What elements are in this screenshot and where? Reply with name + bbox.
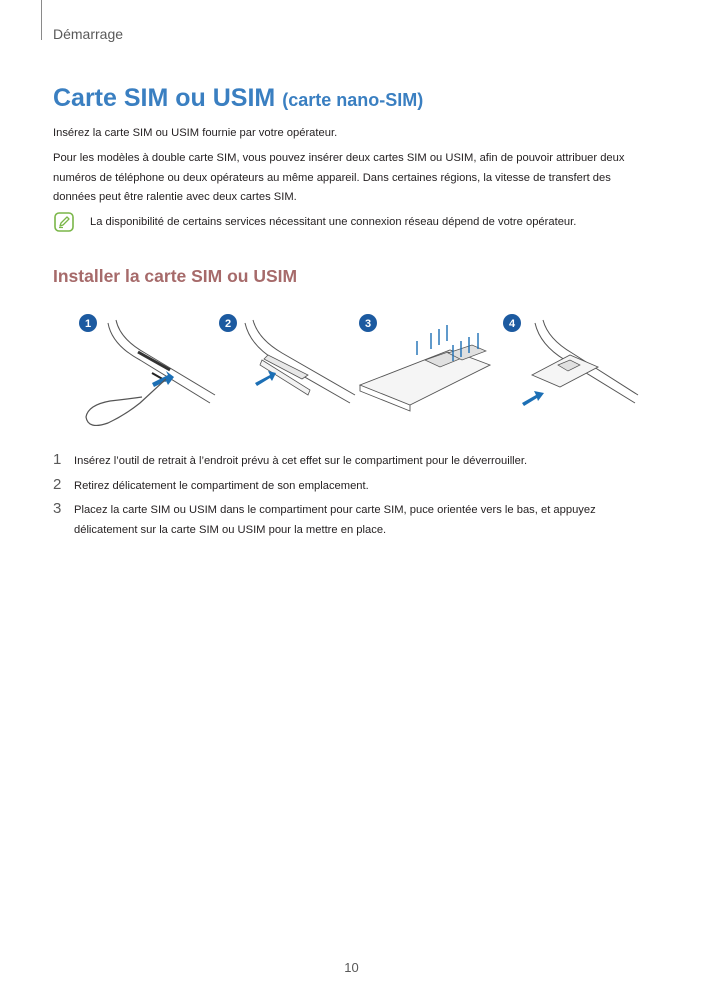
step-number: 3 — [53, 500, 62, 517]
page-number: 10 — [344, 960, 359, 975]
step-item — [53, 477, 653, 497]
step-badge-3 — [359, 314, 377, 332]
dual-sim-paragraph: Pour les modèles à double carte SIM, vous pouvez insérer deux cartes SIM ou USIM, afin de pouvoir attribuer deux numéros de téléphone ou deux opérateurs au même appareil. Dans certaines régions, la vitesse de transfert des données peut être ralentie avec deux cartes SIM. — [53, 152, 625, 203]
sim-installation-illustration — [70, 305, 640, 435]
section-heading: Installer la carte SIM ou USIM — [53, 266, 298, 286]
note-text: La disponibilité de certains services nécessitant une connexion réseau dépend de votre opérateur. — [90, 216, 577, 228]
step1-illustration — [86, 320, 215, 425]
step-text: Retirez délicatement le compartiment de son emplacement. — [74, 479, 369, 492]
badge-2-label: 2 — [224, 318, 232, 330]
step-badge-4 — [503, 314, 521, 332]
step-item — [53, 452, 653, 472]
note-pencil-icon — [54, 212, 74, 232]
section-label: Démarrage — [53, 26, 124, 42]
header-rule — [41, 0, 42, 40]
step-number: 1 — [53, 451, 62, 468]
title-sub: (carte nano-SIM) — [282, 90, 424, 110]
step-text: Insérez l’outil de retrait à l’endroit prévu à cet effet sur le compartiment pour le déverrouiller. — [74, 455, 528, 467]
step2-illustration — [245, 320, 355, 403]
step-badge-1 — [79, 314, 97, 332]
steps-list — [53, 452, 653, 545]
title-main: Carte SIM ou USIM — [53, 84, 276, 112]
intro-paragraph: Insérez la carte SIM ou USIM fournie par votre opérateur. — [53, 127, 338, 139]
step-item — [53, 501, 653, 540]
badge-3-label: 3 — [364, 318, 372, 330]
step3-illustration — [360, 325, 490, 411]
badge-1-label: 1 — [84, 318, 92, 330]
badge-4-label: 4 — [508, 318, 516, 330]
step-badge-2 — [219, 314, 237, 332]
step4-illustration — [522, 320, 638, 406]
page-title — [53, 84, 423, 113]
step-number: 2 — [53, 475, 62, 493]
step-text: Placez la carte SIM ou USIM dans le compartiment pour carte SIM, puce orientée vers le bas, et appuyez délicatement sur la carte SIM ou USIM pour la mettre en place. — [74, 504, 596, 536]
